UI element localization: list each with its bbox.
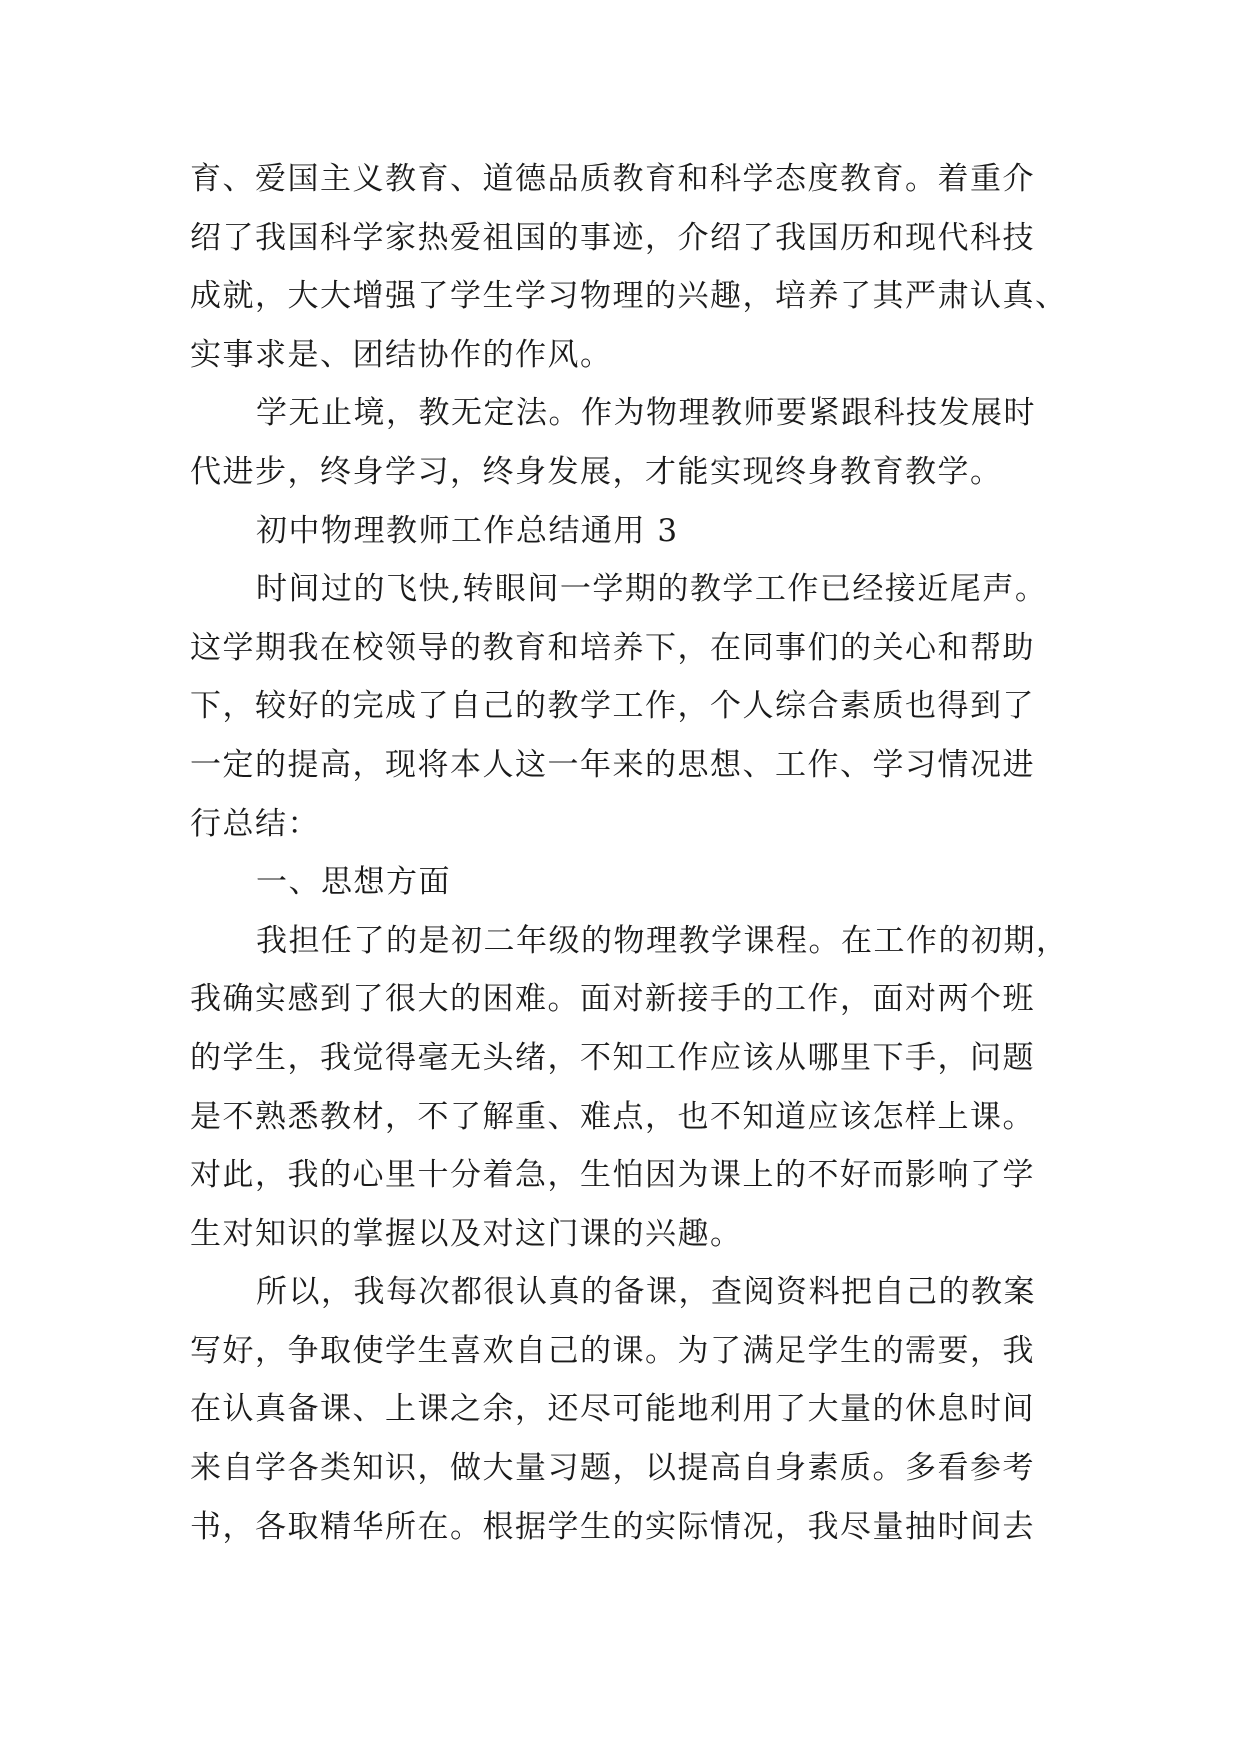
text-line: 育、爱国主义教育、道德品质教育和科学态度教育。着重介	[190, 161, 1035, 197]
paragraph-start-line: 学无止境，教无定法。作为物理教师要紧跟科技发展时	[256, 395, 1036, 432]
text-line: 行总结：	[190, 805, 320, 842]
document-body	[190, 150, 1069, 1556]
paragraph-start-line: 时间过的飞快,转眼间一学期的教学工作已经接近尾声。	[256, 571, 1048, 608]
text-line: 绍了我国科学家热爱祖国的事迹，介绍了我国历和现代科技	[190, 219, 1035, 256]
text-line: 是不熟悉教材，不了解重、难点，也不知道应该怎样上课。	[190, 1098, 1035, 1135]
text-line: 我确实感到了很大的困难。面对新接手的工作，面对两个班	[190, 981, 1035, 1018]
text-line: 成就，大大增强了学生学习物理的兴趣，培养了其严肃认真、	[190, 278, 1068, 315]
subsection-heading: 一、思想方面	[256, 864, 451, 901]
text-line: 来自学各类知识，做大量习题，以提高自身素质。多看参考	[190, 1450, 1035, 1487]
paragraph-start-line: 我担任了的是初二年级的物理教学课程。在工作的初期，	[256, 922, 1069, 959]
text-line: 代进步，终身学习，终身发展，才能实现终身教育教学。	[190, 453, 1003, 490]
text-line: 下，较好的完成了自己的教学工作，个人综合素质也得到了	[190, 688, 1035, 725]
text-line: 实事求是、团结协作的作风。	[190, 336, 613, 373]
text-line: 生对知识的掌握以及对这门课的兴趣。	[190, 1215, 743, 1252]
text-line: 的学生，我觉得毫无头绪，不知工作应该从哪里下手，问题	[190, 1039, 1035, 1076]
text-line: 在认真备课、上课之余，还尽可能地利用了大量的休息时间	[190, 1391, 1035, 1428]
text-line: 对此，我的心里十分着急，生怕因为课上的不好而影响了学	[190, 1157, 1035, 1194]
text-line: 一定的提高，现将本人这一年来的思想、工作、学习情况进	[190, 746, 1035, 783]
text-line: 书，各取精华所在。根据学生的实际情况，我尽量抽时间去	[190, 1508, 1035, 1545]
text-line: 这学期我在校领导的教育和培养下，在同事们的关心和帮助	[190, 629, 1035, 666]
section-title: 初中物理教师工作总结通用 3	[256, 512, 679, 549]
paragraph-start-line: 所以，我每次都很认真的备课，查阅资料把自己的教案	[256, 1274, 1036, 1311]
text-line: 写好，争取使学生喜欢自己的课。为了满足学生的需要，我	[190, 1332, 1035, 1369]
